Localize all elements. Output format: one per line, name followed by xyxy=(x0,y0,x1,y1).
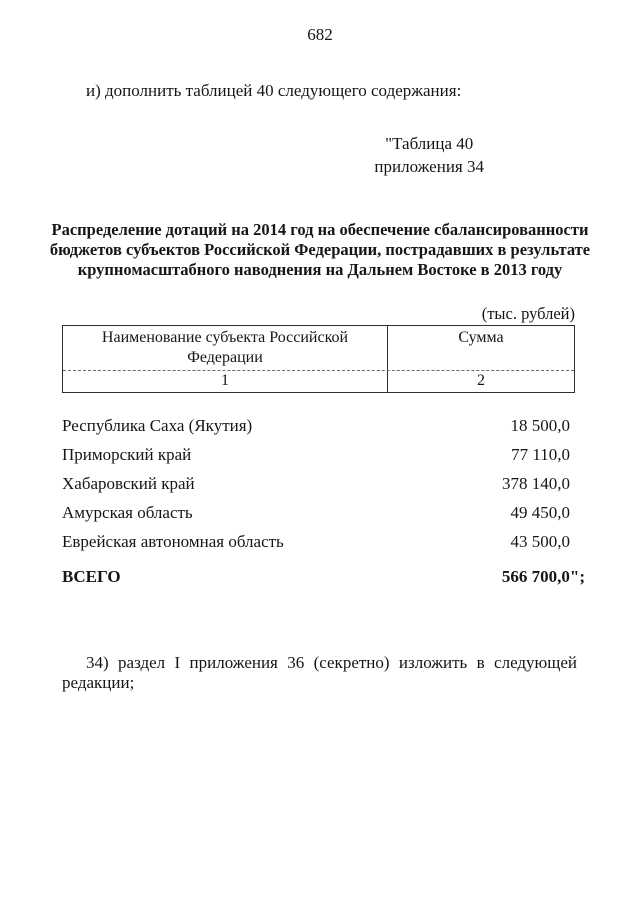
region-amount: 49 450,0 xyxy=(510,503,570,522)
table-title-line-2: бюджетов субъектов Российской Федерации, пострадавших в результате xyxy=(49,240,591,259)
table-title-line-1: Распределение дотаций на 2014 год на обеспечение сбалансированности xyxy=(51,220,589,239)
table-row xyxy=(62,417,570,435)
allocation-table xyxy=(62,325,575,393)
table-row xyxy=(62,475,570,493)
total-row xyxy=(62,568,585,586)
closing-paragraph-line-1: 34) раздел I приложения 36 (секретно) изложить в следующей xyxy=(86,653,577,672)
region-amount: 43 500,0 xyxy=(510,532,570,551)
region-amount: 77 110,0 xyxy=(511,445,570,464)
table-caption-line-2: приложения 34 xyxy=(374,157,484,176)
table-header-sum: Сумма xyxy=(387,326,574,370)
table-column-number-1: 1 xyxy=(221,372,229,389)
region-name: Хабаровский край xyxy=(62,474,195,493)
closing-paragraph-line-2: редакции; xyxy=(62,673,135,692)
region-amount: 18 500,0 xyxy=(510,416,570,435)
table-column-number-row xyxy=(63,371,574,392)
amendment-intro-line: и) дополнить таблицей 40 следующего содержания: xyxy=(86,81,462,100)
page-number: 682 xyxy=(307,25,333,44)
region-amount: 378 140,0 xyxy=(502,474,570,493)
table-header-row xyxy=(63,326,574,371)
allocation-rows xyxy=(62,417,570,551)
total-amount: 566 700,0"; xyxy=(501,567,585,586)
region-name: Амурская область xyxy=(62,503,193,522)
table-row xyxy=(62,533,570,551)
table-caption xyxy=(374,132,484,178)
region-name: Приморский край xyxy=(62,445,192,464)
total-label: ВСЕГО xyxy=(62,567,121,586)
table-row xyxy=(62,446,570,464)
table-column-number-2: 2 xyxy=(387,371,574,392)
units-note: (тыс. рублей) xyxy=(481,304,575,323)
table-row xyxy=(62,504,570,522)
region-name: Республика Саха (Якутия) xyxy=(62,416,253,435)
table-header-subject: Наименование субъекта Российской Федерации xyxy=(101,329,349,366)
closing-paragraph xyxy=(62,653,577,693)
table-title-line-3: крупномасштабного наводнения на Дальнем Востоке в 2013 году xyxy=(77,260,563,279)
region-name: Еврейская автономная область xyxy=(62,532,284,551)
table-caption-line-1: "Таблица 40 xyxy=(385,134,474,153)
table-title xyxy=(0,220,640,280)
